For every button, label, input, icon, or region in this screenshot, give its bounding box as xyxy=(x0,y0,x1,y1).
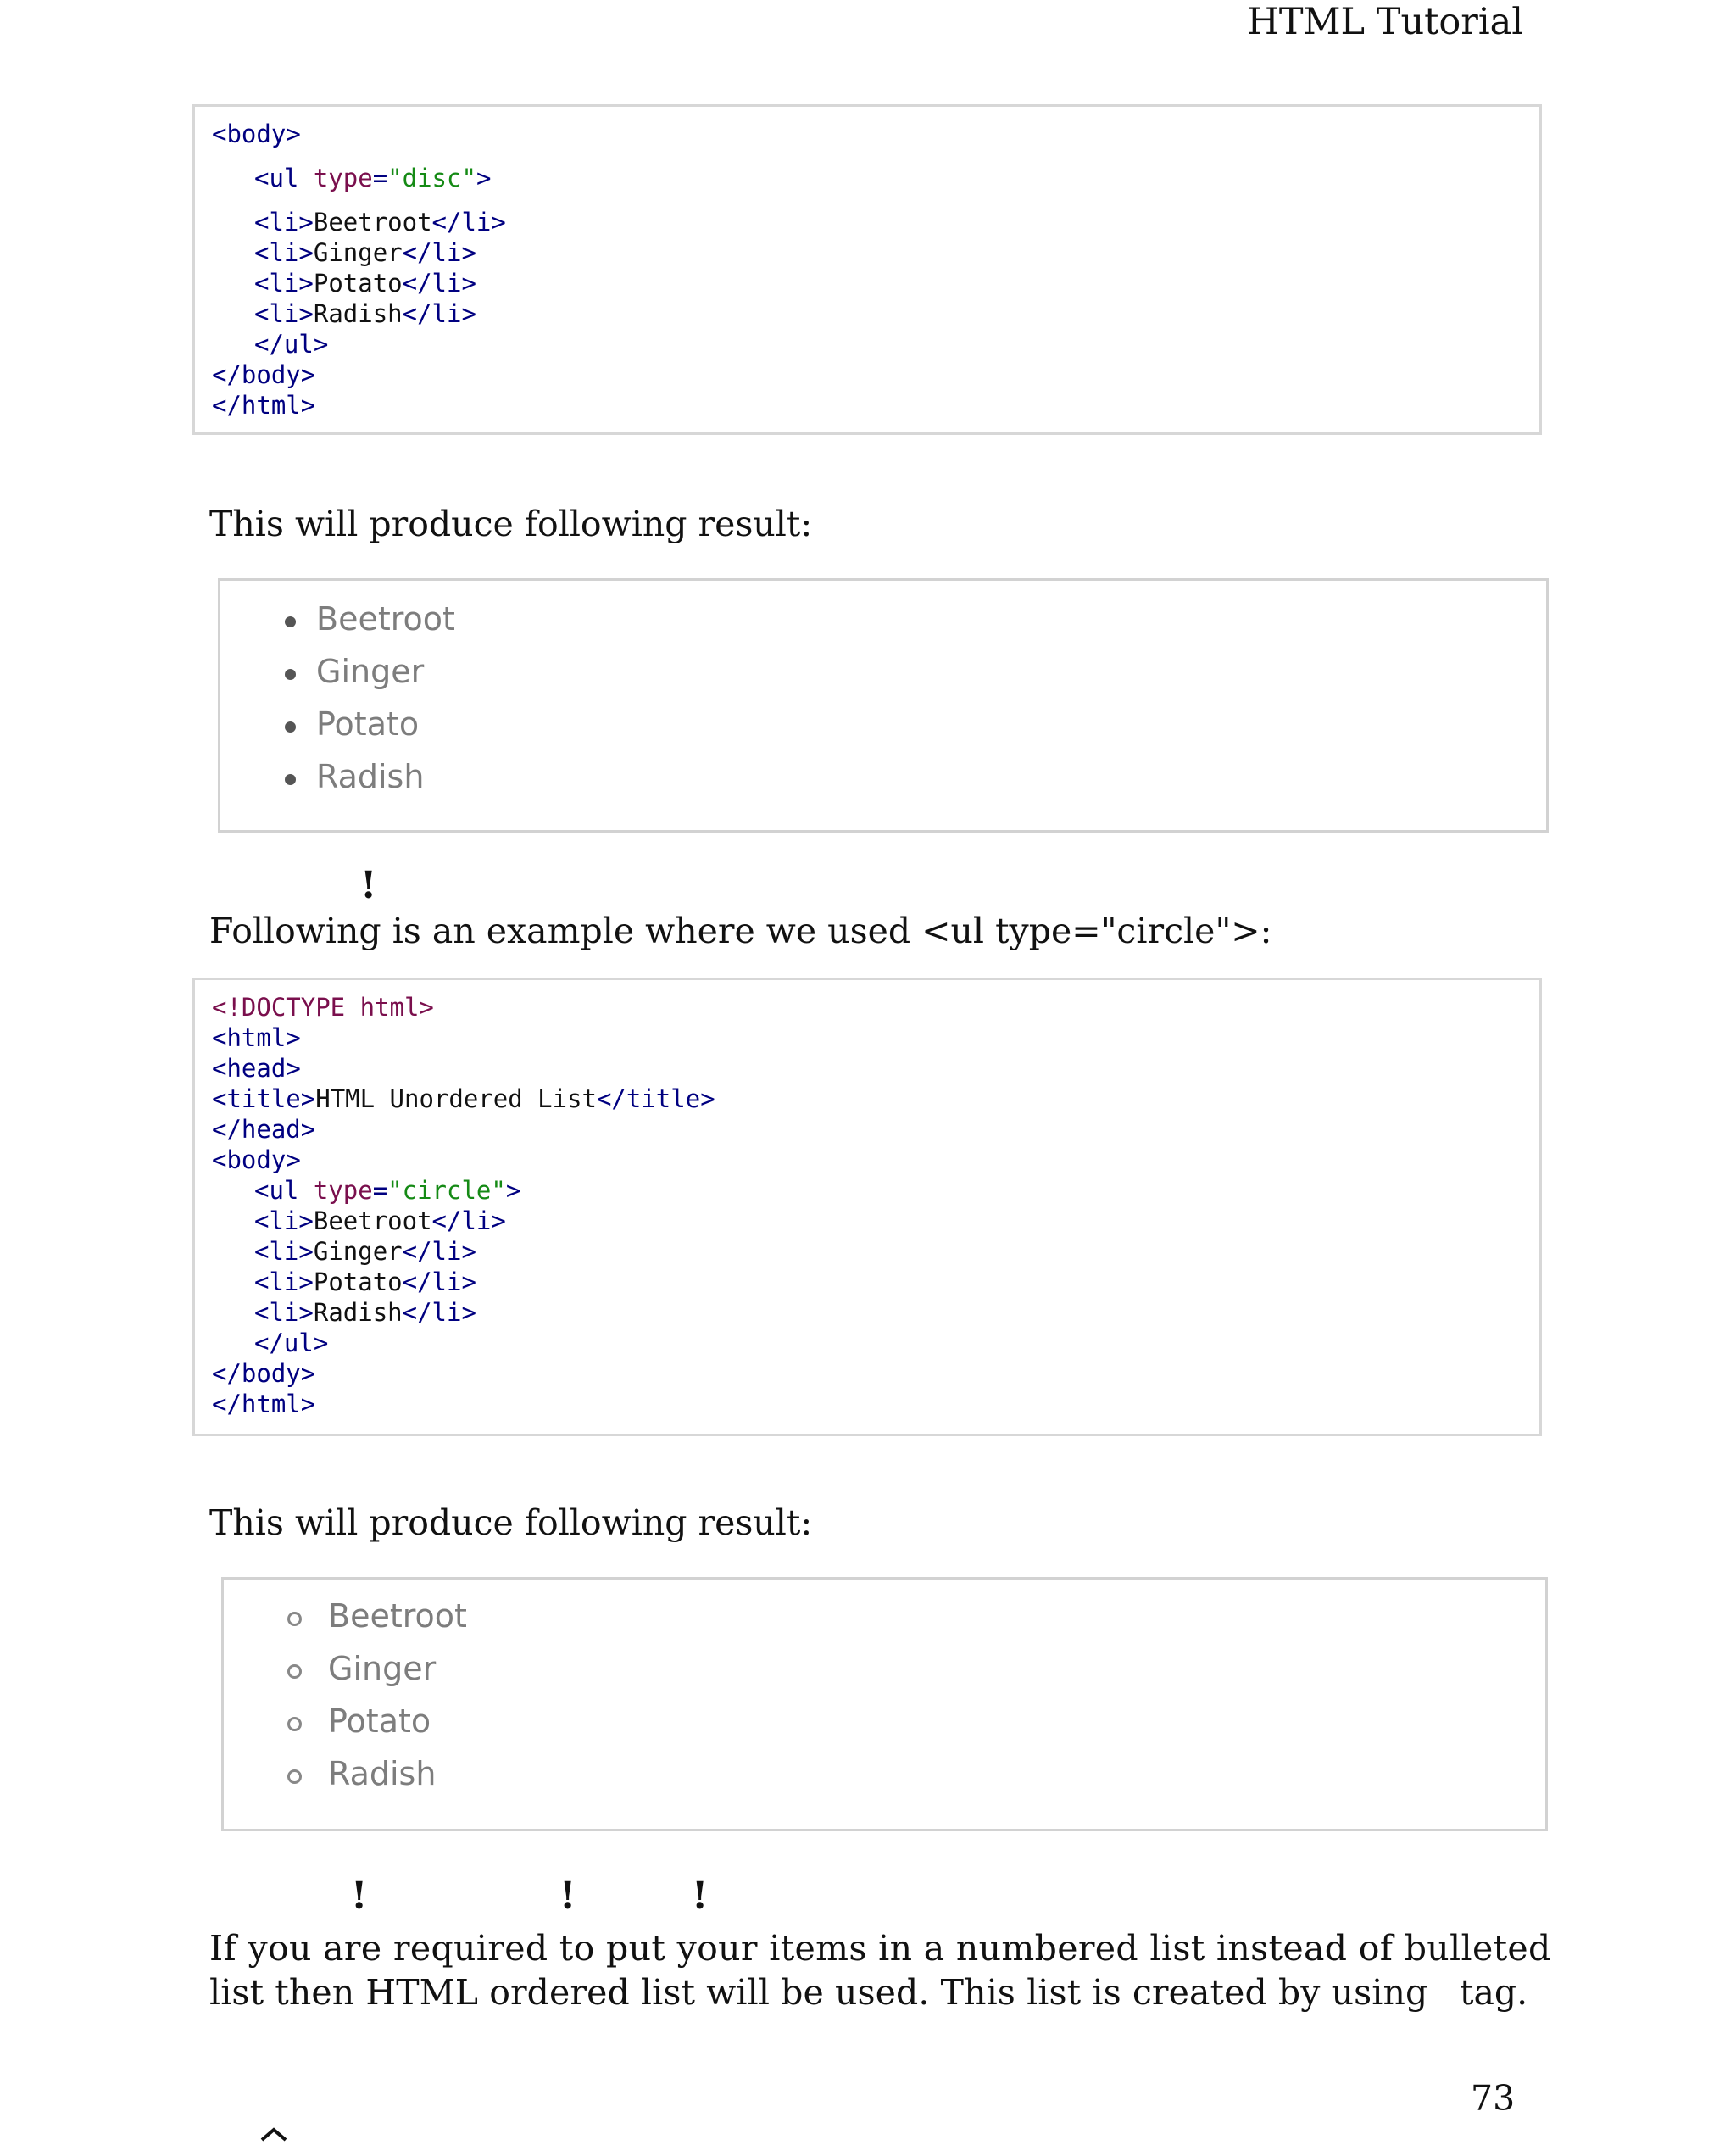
code-ul-disc: <ul type="disc"> xyxy=(254,164,492,192)
bullet-circle-icon xyxy=(287,1664,302,1679)
list-item: Potato xyxy=(328,1702,431,1740)
list-item: Beetroot xyxy=(328,1597,467,1635)
bullet-disc-icon xyxy=(285,722,296,733)
code-line: <li>Potato</li> xyxy=(254,1268,476,1296)
page-header-title: HTML Tutorial xyxy=(1247,1,1523,43)
page-number: 73 xyxy=(1471,2078,1516,2119)
bullet-circle-icon xyxy=(287,1717,302,1731)
code-line: </ul> xyxy=(254,1329,329,1357)
code-line: <head> xyxy=(212,1054,301,1083)
code-line: <li>Radish</li> xyxy=(254,1298,476,1327)
caret-up-icon xyxy=(259,2126,289,2145)
list-item: Ginger xyxy=(316,653,425,690)
exclamation-mark: ! xyxy=(360,864,377,907)
code-line: <!DOCTYPE html> xyxy=(212,993,434,1022)
code-line xyxy=(254,1175,520,1206)
code-block-1 xyxy=(192,104,1542,435)
exclamation-mark: ! xyxy=(351,1875,368,1918)
intro-text-circle: Following is an example where we used <ul type="circle">: xyxy=(209,911,1272,951)
list-item: Beetroot xyxy=(316,600,455,638)
list-item: Radish xyxy=(316,758,425,795)
bullet-disc-icon xyxy=(285,774,296,785)
paragraph-line-1: If you are required to put your items in a numbered list instead of bulleted xyxy=(209,1928,1551,1969)
code-line: </body> xyxy=(212,1359,316,1388)
result-caption-2: This will produce following result: xyxy=(209,1502,813,1543)
list-item: Potato xyxy=(316,705,420,743)
code-line: </ul> xyxy=(254,330,329,359)
code-line: </html> xyxy=(212,1390,316,1418)
paragraph-line-2: list then HTML ordered list will be used. This list is created by using xyxy=(209,1972,1428,2013)
code-line: </body> xyxy=(212,360,316,389)
code-line: <li>Ginger</li> xyxy=(254,238,476,267)
result-caption-1: This will produce following result: xyxy=(209,504,813,544)
bullet-disc-icon xyxy=(285,616,296,627)
code-line: <li>Beetroot</li> xyxy=(254,208,506,237)
code-line: <li>Ginger</li> xyxy=(254,1237,476,1266)
result-box-circle xyxy=(221,1577,1548,1831)
code-line: <html> xyxy=(212,1023,301,1052)
code-ul-circle: <ul type="circle"> xyxy=(254,1176,521,1205)
code-line: <body> xyxy=(212,1145,301,1174)
code-line: <body> xyxy=(212,120,301,148)
code-line: <li>Potato</li> xyxy=(254,269,476,298)
list-item: Radish xyxy=(328,1755,437,1792)
code-line: <li>Radish</li> xyxy=(254,299,476,328)
bullet-disc-icon xyxy=(285,669,296,680)
result-box-disc xyxy=(218,578,1549,833)
paragraph-line-2-end: tag. xyxy=(1460,1972,1528,2013)
code-line xyxy=(254,163,491,193)
list-item: Ginger xyxy=(328,1650,437,1687)
code-line: </head> xyxy=(212,1115,316,1144)
code-line: </html> xyxy=(212,391,316,420)
code-line: <li>Beetroot</li> xyxy=(254,1206,506,1235)
exclamation-mark: ! xyxy=(692,1875,709,1918)
code-line: <title>HTML Unordered List</title> xyxy=(212,1084,715,1113)
code-block-2 xyxy=(192,978,1542,1436)
bullet-circle-icon xyxy=(287,1769,302,1784)
bullet-circle-icon xyxy=(287,1612,302,1626)
exclamation-mark: ! xyxy=(559,1875,576,1918)
